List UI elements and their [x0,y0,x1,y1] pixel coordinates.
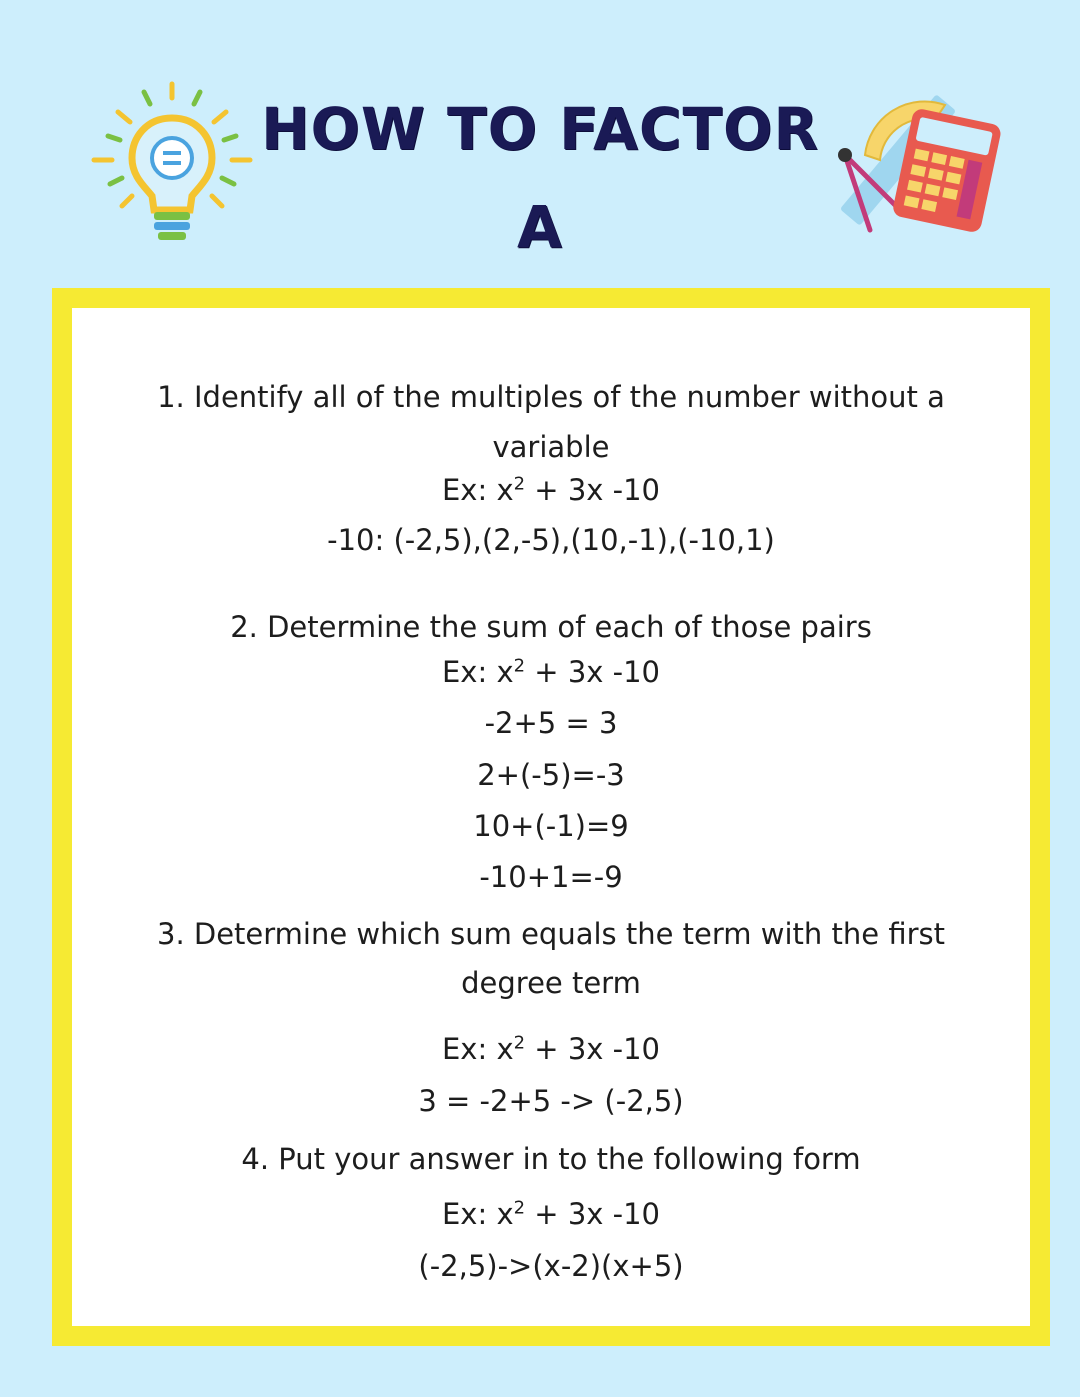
step-4-example: Ex: $x^2 + 3x$ -10 [441,1197,661,1231]
step-2-line-1: -2+5 = 3 [484,706,618,740]
step-1-heading: 1. Identify all of the multiples of the number without a [157,380,945,414]
step-1-heading-cont: variable [492,430,610,464]
step-1-line: -10: (-2,5),(2,-5),(10,-1),(-10,1) [327,523,775,557]
step-4-heading: 4. Put your answer in to the following form [241,1142,861,1176]
content-frame [52,288,1050,1346]
step-3-heading-cont: degree term [461,966,641,1000]
step-2-example: Ex: $x^2 + 3x$ -10 [441,655,661,689]
step-2-line-3: 10+(-1)=9 [473,809,629,843]
step-2-line-2: 2+(-5)=-3 [477,758,625,792]
title-line-1: HOW TO FACTOR A [260,95,820,261]
step-3-line: 3 = -2+5 -> (-2,5) [418,1084,684,1118]
content-card [72,308,1030,1326]
step-1-example: Ex: $x^2 + 3x$ -10 [441,473,661,507]
calculator-compass-ruler-icon [825,75,1005,245]
step-2-heading: 2. Determine the sum of each of those pairs [230,610,872,644]
step-4-line: (-2,5)->(x-2)(x+5) [418,1249,684,1283]
step-3-heading: 3. Determine which sum equals the term with the first [157,917,945,951]
step-2-line-4: -10+1=-9 [479,860,623,894]
lightbulb-icon [88,78,256,246]
step-3-example: Ex: $x^2 + 3x$ -10 [441,1032,661,1066]
